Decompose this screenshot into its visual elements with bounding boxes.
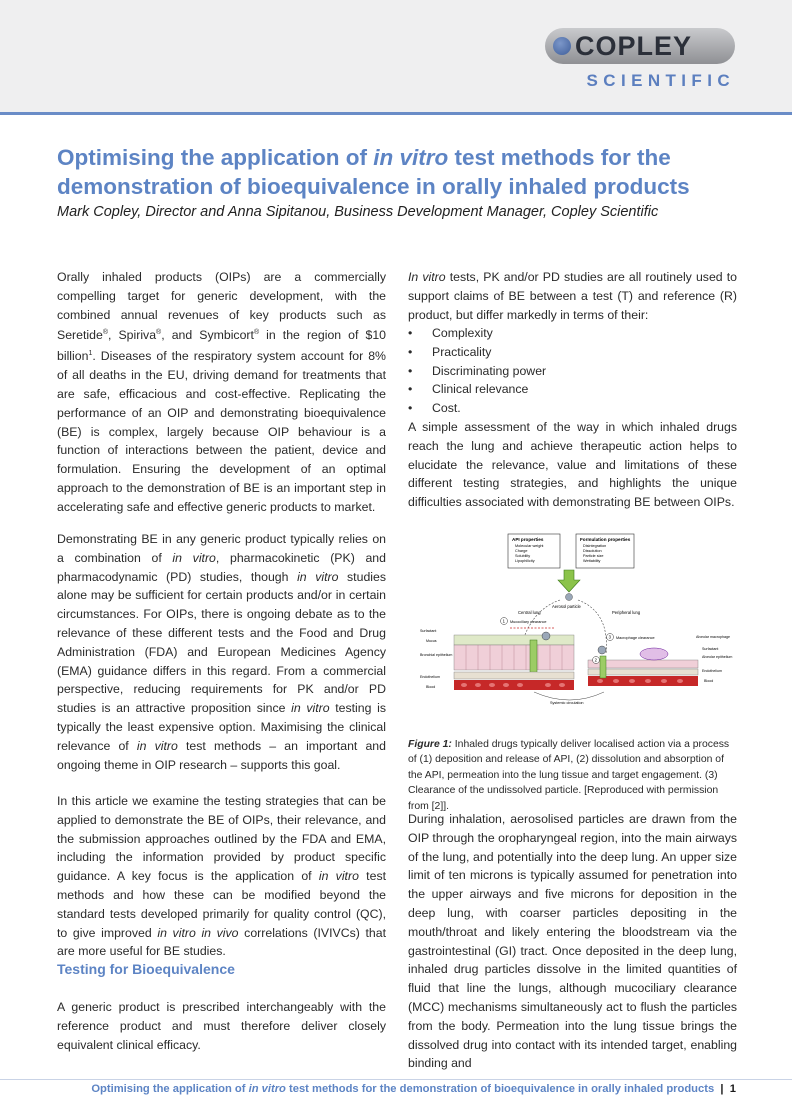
logo-subtitle: SCIENTIFIC xyxy=(586,71,735,90)
list-item xyxy=(408,399,737,418)
endothelium-left xyxy=(454,672,574,679)
bullet-icon: • xyxy=(408,382,413,397)
footer-part1: Optimising the application of xyxy=(91,1083,249,1095)
paragraph-inhalation: During inhalation, aerosolised particles are drawn from the OIP through the oropharyngeal region, into the main airways of the lung, and potentially into the deep lung. An upper size limit of ten microns is typically assumed for penetration into the upper airways and five microns for deposition in the deep lung, with coarser particles depositing in the mouth/throat and likely entering the bloodstream via the gastrointestinal (GI) tract. Once deposited in the deep lung, inhaled drug particles dissolve in the limited quantities of fluid that line the lungs, although mucociliary clearance (MCC) mechanisms simultaneously act to flush the particles from the body. Permeation into the lung tissue brings the dissolved drug into contact with its intended target, enabling binding and xyxy=(408,812,737,1071)
p3-b: test methods and how these can be modified beyond the standard tests developed primarily for quality control (QC), to give improved xyxy=(57,869,387,940)
surfactant-left-label: Surfactant xyxy=(420,629,437,633)
p2-i2: in vitro xyxy=(297,569,339,584)
aerosol-particle-icon xyxy=(566,594,573,601)
p2-a: Demonstrating BE in any generic product typically relies on a combination of xyxy=(57,532,386,565)
blood-right-label: Blood xyxy=(704,679,714,683)
copley-logo xyxy=(545,28,735,98)
reg-mark: ® xyxy=(253,329,260,337)
figure-caption xyxy=(408,737,738,814)
p2-i1: in vitro xyxy=(172,550,216,565)
form-item: Dissolution xyxy=(583,549,602,553)
mucus-label: Mucus xyxy=(426,639,437,643)
list-item xyxy=(408,380,737,399)
p2-i4: in vitro xyxy=(136,738,178,753)
paragraph-assessment: A simple assessment of the way in which inhaled drugs reach the lung and achieve therapeutic action helps to elucidate the relevance, value and limitations of these different testing strategies, and highlights the unique difficulties associated with demonstrating BE between OIPs. xyxy=(408,420,737,510)
bronchial-label: Bronchial epithelium xyxy=(420,653,453,657)
api-item: Lipophilicity xyxy=(515,559,535,563)
bullet-icon: • xyxy=(408,401,413,416)
p1-text: tests, PK and/or PD studies are all routinely used to support claims of BE between a test (T) and reference (R) product, but differ markedly in terms of their: xyxy=(408,270,737,322)
bullet-icon: • xyxy=(408,344,413,359)
list-item-label: Complexity xyxy=(432,326,493,340)
list-item xyxy=(408,362,737,381)
logo-dot-icon xyxy=(553,37,571,55)
api-item: Solubility xyxy=(515,554,531,558)
list-item xyxy=(408,343,737,362)
alveolar-macrophage-label: Alveolar macrophage xyxy=(696,635,730,639)
footer-separator: | xyxy=(714,1083,730,1095)
systemic-circulation-label: Systemic circulation xyxy=(550,701,584,705)
section-heading: Testing for Bioequivalence xyxy=(57,961,235,977)
absorption-arrow-right xyxy=(600,656,606,678)
figure-1-diagram xyxy=(420,532,738,732)
title-part2: test methods for the demonstration of bioequivalence in orally inhaled products xyxy=(57,145,690,199)
p2-d: testing is typically the least expensive option. Maximising the clinical relevance of xyxy=(57,701,386,753)
list-item-label: Clinical relevance xyxy=(432,382,529,397)
reg-mark: ® xyxy=(156,329,162,337)
list-item-label: Cost. xyxy=(432,401,461,416)
endothelium-left-label: Endothelium xyxy=(420,675,440,679)
central-lung-label: Central lung xyxy=(518,610,541,615)
p1-a: Orally inhaled products (OIPs) are a commercially compelling target for generic development, with the combined annual revenues of key products such as Seretide xyxy=(57,270,386,343)
title-part1: Optimising the application of xyxy=(57,145,374,170)
aerosol-particle-label: Aerosol particle xyxy=(552,604,581,609)
p3-a: In this article we examine the testing strategies that can be applied to demonstrate the BE of OIPs, their relevance, and the submission approaches outlined by the FDA and EMA, including the information provided by product specific guidance. A key focus is the application of xyxy=(57,794,386,884)
caption-text: Inhaled drugs typically deliver localised action via a process of (1) deposition and release of API, (2) dissolution and absorption of the API, permeation into the lung tissue and target engagement. (3) Clearance of the undissolved particle. [Reproduced with permission from [2]]. xyxy=(408,739,730,812)
step-3-label: 3 xyxy=(608,634,611,640)
footer-part2: test methods for the demonstration of bioequivalence in orally inhaled products xyxy=(285,1083,715,1095)
macrophage-icon xyxy=(640,648,668,660)
list-item-label: Practicality xyxy=(432,344,492,359)
p1-c: , and Symbicort xyxy=(161,328,254,343)
caption-label: Figure 1: xyxy=(408,739,452,750)
step-1-label: 1 xyxy=(502,618,505,624)
p3-c: correlations (IVIVCs) that are more useful for BE studies. xyxy=(57,925,387,959)
footer-italic: in vitro xyxy=(248,1083,286,1095)
form-item: Particle size xyxy=(583,554,604,558)
list-item-label: Discriminating power xyxy=(432,363,547,378)
particle-icon xyxy=(542,632,550,640)
p2-b: , pharmacokinetic (PK) and pharmacodynamic (PD) studies, though xyxy=(57,550,386,584)
paragraph-article-scope xyxy=(57,792,386,961)
p3-i1: in vitro xyxy=(318,869,359,884)
article-authors: Mark Copley, Director and Anna Sipitanou, Business Development Manager, Copley Scientific xyxy=(57,204,659,220)
bullet-icon: • xyxy=(408,363,413,378)
peripheral-lung-label: Peripheral lung xyxy=(612,610,641,615)
api-item: Molecular weight xyxy=(515,544,544,548)
logo-word: COPLEY xyxy=(575,31,693,61)
blood-left-label: Blood xyxy=(426,685,436,689)
page-footer xyxy=(91,1083,736,1095)
mucus-layer xyxy=(454,635,574,645)
p1-b: , Spiriva xyxy=(107,328,157,343)
p1-d: in the region of $10 billion xyxy=(57,328,387,364)
list-item xyxy=(408,324,737,343)
api-item: Charge xyxy=(515,549,528,553)
down-arrow-icon xyxy=(558,570,580,592)
paragraph-tests xyxy=(408,268,737,324)
header-rule xyxy=(0,112,792,115)
p1-e: . Diseases of the respiratory system account for 8% of all deaths in the EU, driving demand for treatments that are safe, efficacious and cost-effective. Replicating the performance of an OIP and demonstrating bioequivalence (BE) is complex, largely because OIP behaviour is a function of interactions between the patient, device and formulation. Ensuring the development of an optimal approach to the demonstration of BE is an important step in accelerating safe and effective generic products to market. xyxy=(57,349,386,514)
ref-1: 1 xyxy=(88,350,93,358)
p3-i2: in vitro in vivo xyxy=(157,925,239,940)
paragraph-generic-product: A generic product is prescribed interchangeably with the reference product and must therefore deliver closely equivalent clinical efficacy. xyxy=(57,1000,386,1052)
p2-e: test methods – an important and ongoing theme in OIP research – supports this goal. xyxy=(57,738,386,772)
form-item: Wettability xyxy=(583,559,601,563)
blood-left xyxy=(454,680,574,690)
footer-rule xyxy=(0,1079,792,1080)
macrophage-clearance-label: Macrophage clearance xyxy=(616,636,655,640)
paragraph-demonstrating-be xyxy=(57,530,386,774)
form-box-title: Formulation properties xyxy=(580,537,631,542)
p2-i3: in vitro xyxy=(291,701,330,716)
logo-pill xyxy=(545,28,735,64)
page-number: 1 xyxy=(729,1083,736,1095)
p1-italic: In vitro xyxy=(408,270,446,284)
paragraph-intro xyxy=(57,268,386,517)
criteria-list xyxy=(408,324,737,418)
title-italic: in vitro xyxy=(373,145,449,170)
endothelium-right-label: Endothelium xyxy=(702,669,722,673)
particle-right-icon xyxy=(598,646,606,654)
bullet-icon: • xyxy=(408,326,413,340)
form-item: Disintegration xyxy=(583,544,607,548)
api-box-title: API properties xyxy=(512,537,544,542)
step-2-label: 2 xyxy=(594,657,597,663)
reg-mark: ® xyxy=(102,329,108,337)
p2-c: studies alone may be sufficient for certain products and/or in certain circumstances. For OIPs, there is ongoing debate as to the relevance of these different tests and the Food and Drug Administration (FDA) and European Medicines Agency (EMA) guidance differs in this regard. From a commercial perspective, reducing requirements for PK and/or PD studies is an attractive proposition since xyxy=(57,569,386,716)
mucociliary-label: Mucociliary clearance xyxy=(510,620,547,624)
surfactant-right-label: Surfactant xyxy=(702,647,719,651)
article-title xyxy=(57,143,747,201)
alveolar-epithelium-label: Alveolar epithelium xyxy=(702,655,733,659)
systemic-arrow xyxy=(534,692,604,700)
